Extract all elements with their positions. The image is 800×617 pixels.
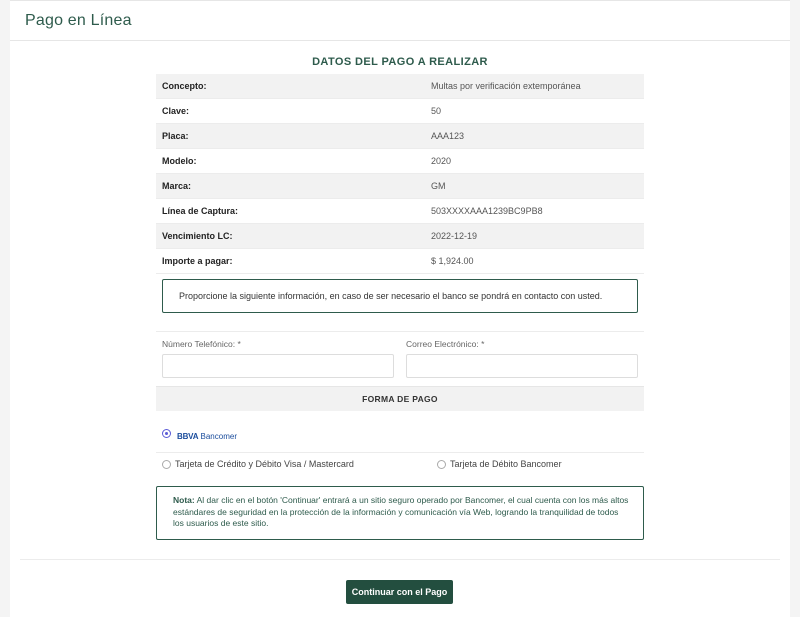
row-value: Multas por verificación extemporánea [431,81,581,91]
divider [156,331,644,332]
option-credit-card[interactable] [162,459,354,469]
bank-option-bbva[interactable] [162,426,237,441]
table-row [156,99,644,124]
table-row [156,249,644,274]
row-value: GM [431,181,446,191]
radio-icon[interactable] [437,460,446,469]
phone-input[interactable] [162,354,394,378]
email-label: Correo Electrónico: * [406,339,485,349]
row-label: Placa: [162,131,189,141]
row-value: 2022-12-19 [431,231,478,241]
table-row [156,74,644,99]
info-message: Proporcione la siguiente información, en caso de ser necesario el banco se pondrá en contacto con usted. [162,279,638,313]
table-row [156,174,644,199]
option-debit-card[interactable] [437,459,562,469]
row-label: Línea de Captura: [162,206,239,216]
table-row [156,199,644,224]
row-label: Vencimiento LC: [162,231,233,241]
payment-card [10,0,790,617]
page-title: Pago en Línea [25,12,132,29]
option-credit-label: Tarjeta de Crédito y Débito Visa / Mastercard [175,459,354,469]
bank-name: Bancomer [200,432,237,441]
row-label: Modelo: [162,156,197,166]
row-value: 50 [431,106,442,116]
divider [156,452,644,453]
continue-payment-button[interactable]: Continuar con el Pago [346,580,453,604]
table-row [156,124,644,149]
page-header [10,1,790,41]
option-debit-label: Tarjeta de Débito Bancomer [450,459,562,469]
phone-field [162,338,394,378]
email-input[interactable] [406,354,638,378]
table-row [156,224,644,249]
bank-brand: BBVA [177,432,199,441]
details-title: DATOS DEL PAGO A REALIZAR [312,56,488,68]
radio-icon[interactable] [162,460,171,469]
radio-checked-icon[interactable] [162,429,171,438]
row-label: Marca: [162,181,192,191]
bbva-logo [177,432,237,441]
note-prefix: Nota: [173,495,195,505]
row-label: Concepto: [162,81,207,91]
note-text: Al dar clic en el botón 'Continuar' entrará a un sitio seguro operado por Bancomer, el cual cuenta con los más altos estándares de seguridad en la protección de la información y comunicación vía Web, logrando la tranquilidad de todos los usuarios de este sitio. [173,495,629,528]
row-value: AAA123 [431,131,465,141]
table-row [156,149,644,174]
security-note [156,486,644,540]
row-value: 503XXXXAAA1239BC9PB8 [431,206,543,216]
details-table [156,74,644,274]
row-label: Clave: [162,106,190,116]
row-value: 2020 [431,156,452,166]
email-field [406,338,638,378]
phone-label: Número Telefónico: * [162,339,241,349]
divider [20,559,780,560]
row-label: Importe a pagar: [162,256,233,266]
row-value: $ 1,924.00 [431,256,474,266]
payment-method-title: FORMA DE PAGO [156,386,644,411]
